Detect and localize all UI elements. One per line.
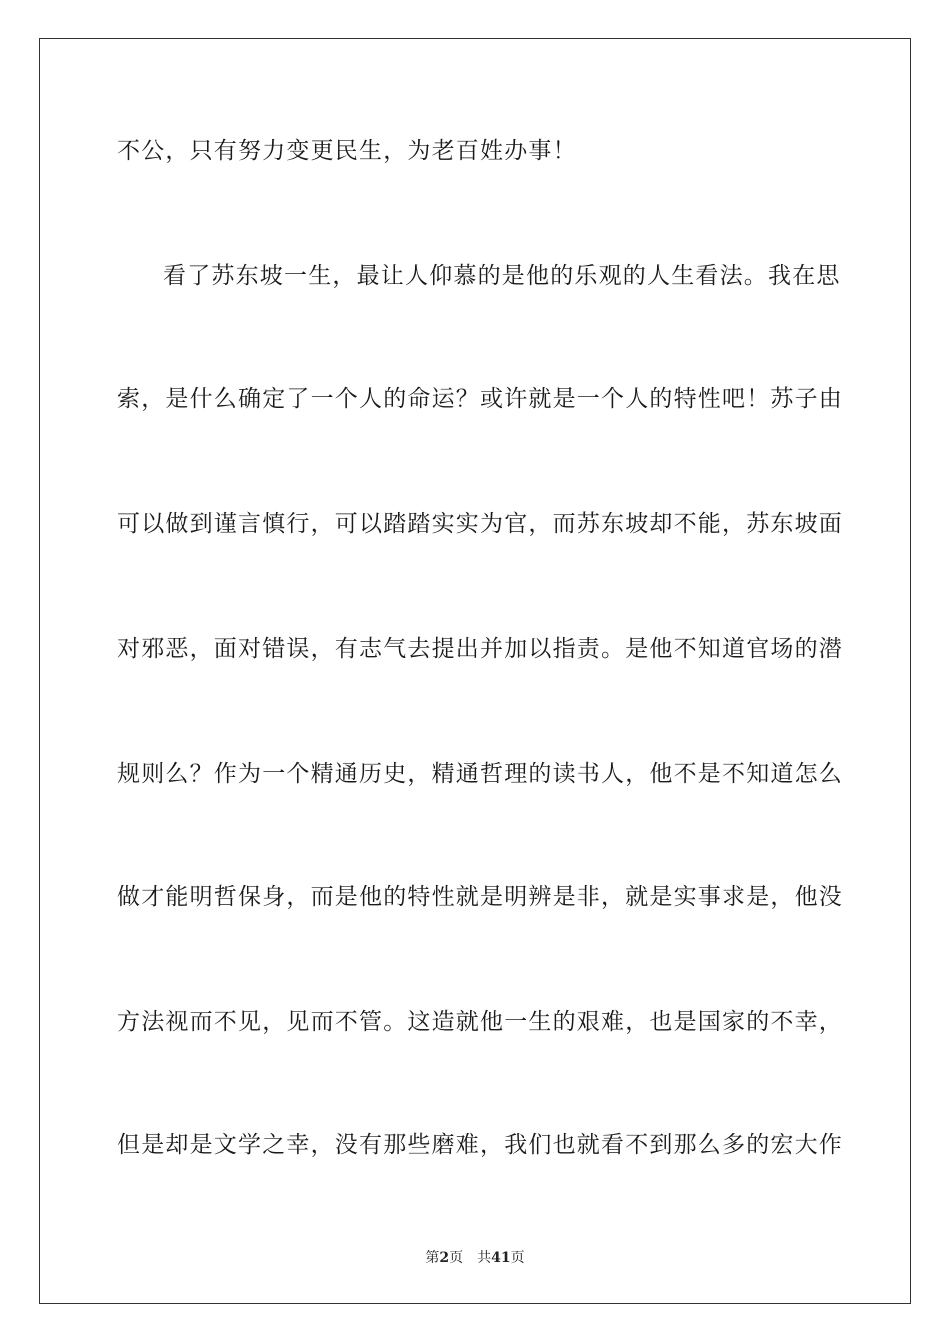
page-number: 2 <box>439 1250 450 1266</box>
total-prefix: 共 <box>477 1250 492 1266</box>
text-line-1: 不公，只有努力变更民生，为老百姓办事！ <box>117 138 577 164</box>
text-line-8: 方法视而不见，见而不管。这造就他一生的艰难，也是国家的不幸， <box>117 1009 843 1035</box>
total-suffix: 页 <box>510 1250 525 1266</box>
text-line-3: 索，是什么确定了一个人的命运？或许就是一个人的特性吧！苏子由 <box>117 386 843 412</box>
text-line-2: 看了苏东坡一生，最让人仰慕的是他的乐观的人生看法。我在思 <box>163 263 841 289</box>
text-line-9: 但是却是文学之幸，没有那些磨难，我们也就看不到那么多的宏大作 <box>117 1132 843 1158</box>
page-footer <box>0 1247 950 1267</box>
page-suffix: 页 <box>449 1250 464 1266</box>
text-line-4: 可以做到谨言慎行，可以踏踏实实为官，而苏东坡却不能，苏东坡面 <box>117 511 843 537</box>
page-prefix: 第 <box>425 1250 440 1266</box>
text-line-7: 做才能明哲保身，而是他的特性就是明辨是非，就是实事求是，他没 <box>117 884 843 910</box>
text-line-5: 对邪恶，面对错误，有志气去提出并加以指责。是他不知道官场的潜 <box>117 636 843 662</box>
total-pages: 41 <box>491 1250 511 1266</box>
page-border <box>39 38 911 1304</box>
text-line-6: 规则么？作为一个精通历史，精通哲理的读书人，他不是不知道怎么 <box>117 761 843 787</box>
